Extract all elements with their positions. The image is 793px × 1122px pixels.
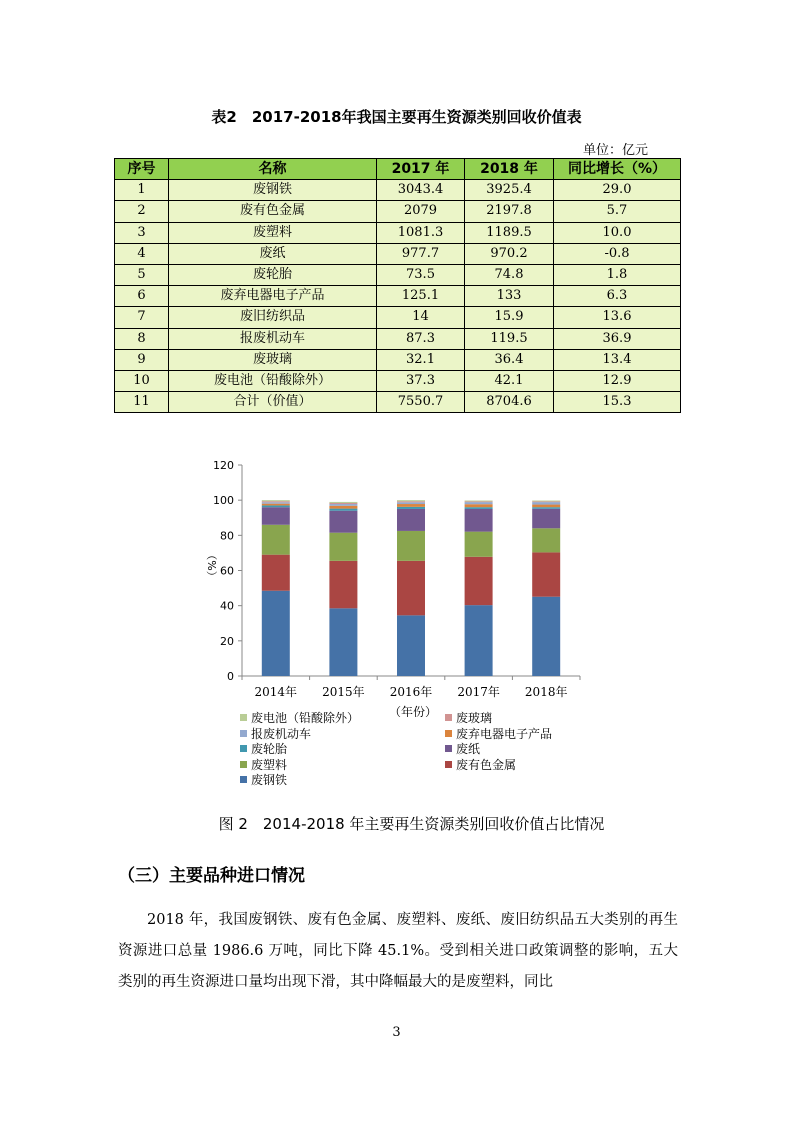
table-row [115,180,681,201]
bar-segment [397,504,425,507]
legend-item [240,727,311,742]
legend-item [445,727,552,742]
section-heading: （三）主要品种进口情况 [118,866,305,886]
bar-segment [532,528,560,552]
cell-2017: 87.3 [377,328,465,349]
table-row [115,349,681,370]
page-number: 3 [392,1025,401,1040]
bar-segment [532,501,560,502]
cell-index: 3 [115,222,169,243]
x-tick-label: 2014年 [254,685,298,699]
cell-yoy: -0.8 [554,243,681,264]
y-axis-label: （%） [205,549,218,582]
legend-item [445,711,492,726]
legend-item [240,742,287,757]
legend-label: 废轮胎 [251,742,288,756]
cell-index: 7 [115,307,169,328]
bar-segment [262,501,290,502]
cell-yoy: 15.3 [554,392,681,413]
bar-segment [465,532,493,557]
cell-name: 废塑料 [169,222,377,243]
bar-segment [329,608,357,676]
bar-segment [465,605,493,676]
legend-swatch [445,745,452,752]
cell-2017: 2079 [377,201,465,222]
bar-segment [465,504,493,507]
table-row [115,264,681,285]
bar-segment [262,555,290,591]
cell-2017: 37.3 [377,370,465,391]
legend-label: 废弃电器电子产品 [456,726,553,741]
cell-index: 1 [115,180,169,201]
bar-segment [262,500,290,501]
bar-segment [532,597,560,676]
bar-segment [262,507,290,525]
legend-label: 废纸 [456,742,481,756]
table-row [115,286,681,307]
bar-segment [532,502,560,504]
legend-swatch [445,761,452,768]
bar-segment [532,552,560,596]
cell-2018: 2197.8 [465,201,554,222]
cell-yoy: 36.9 [554,328,681,349]
bar-segment [262,525,290,555]
cell-name: 废有色金属 [169,201,377,222]
bar-segment [465,557,493,605]
cell-yoy: 10.0 [554,222,681,243]
y-tick-label: 80 [220,529,234,543]
legend-label: 报废机动车 [251,726,312,741]
cell-2018: 133 [465,286,554,307]
x-tick-label: 2016年 [389,685,433,699]
bar-segment [329,504,357,506]
cell-2018: 8704.6 [465,392,554,413]
table-row [115,222,681,243]
cell-name: 报废机动车 [169,328,377,349]
cell-index: 11 [115,392,169,413]
cell-name: 废电池（铅酸除外） [169,370,377,391]
cell-2018: 15.9 [465,307,554,328]
y-tick-label: 120 [213,459,234,472]
cell-yoy: 6.3 [554,286,681,307]
table-row [115,328,681,349]
recycling-value-table [114,158,681,413]
cell-2018: 1189.5 [465,222,554,243]
cell-name: 废纸 [169,243,377,264]
legend-item [240,711,359,726]
cell-2018: 3925.4 [465,180,554,201]
cell-yoy: 13.6 [554,307,681,328]
cell-index: 2 [115,201,169,222]
legend-label: 废电池（铅酸除外） [251,711,360,725]
y-tick-label: 60 [220,564,234,578]
table-row [115,307,681,328]
cell-yoy: 13.4 [554,349,681,370]
cell-2017: 32.1 [377,349,465,370]
cell-name: 废钢铁 [169,180,377,201]
legend-label: 废有色金属 [456,757,517,772]
bar-segment [329,506,357,509]
bar-segment [465,502,493,504]
y-tick-label: 20 [220,634,234,648]
cell-2017: 125.1 [377,286,465,307]
legend-swatch [445,730,452,737]
cell-name: 废弃电器电子产品 [169,286,377,307]
header-name: 名称 [169,159,377,180]
bar-segment [397,507,425,509]
cell-2017: 3043.4 [377,180,465,201]
bar-segment [397,501,425,502]
cell-2018: 970.2 [465,243,554,264]
legend-swatch [240,730,247,737]
x-tick-label: 2017年 [457,685,500,699]
legend-swatch [240,714,247,721]
recycling-share-chart [200,455,590,717]
header-2017: 2017 年 [377,159,465,180]
cell-2018: 74.8 [465,264,554,285]
legend-label: 废玻璃 [456,711,493,725]
header-yoy: 同比增长（%） [554,159,681,180]
table-body [115,180,681,413]
cell-index: 10 [115,370,169,391]
unit-label: 单位：亿元 [583,143,649,158]
bar-segment [397,500,425,501]
table-row [115,370,681,391]
cell-name: 合计（价值） [169,392,377,413]
cell-name: 废玻璃 [169,349,377,370]
bar-segment [465,501,493,502]
header-index: 序号 [115,159,169,180]
legend-swatch [240,761,247,768]
bar-segment [465,501,493,502]
y-tick-label: 40 [220,599,234,613]
header-2018: 2018 年 [465,159,554,180]
cell-2017: 977.7 [377,243,465,264]
cell-yoy: 1.8 [554,264,681,285]
cell-index: 5 [115,264,169,285]
body-paragraph: 2018 年，我国废钢铁、废有色金属、废塑料、废纸、废旧纺织品五大类别的再生资源进口总量 1986.6 万吨，同比下降 45.1%。受到相关进口政策调整的影响，五大类别的再生资源进口量均出现下滑，其中降幅最大的是废塑料，同比 [118,912,678,990]
y-tick-label: 0 [227,670,234,683]
cell-name: 废旧纺织品 [169,307,377,328]
bar-segment [397,531,425,561]
table-row [115,392,681,413]
bar-segment [329,502,357,503]
legend-item [445,758,516,773]
cell-yoy: 29.0 [554,180,681,201]
legend-label: 废钢铁 [251,773,288,787]
bar-segment [262,591,290,676]
bar-segment [397,615,425,676]
bar-segment [329,561,357,608]
cell-index: 6 [115,286,169,307]
cell-yoy: 5.7 [554,201,681,222]
legend-swatch [240,776,247,783]
bar-segment [532,501,560,502]
bar-segment [329,511,357,533]
bar-segment [262,505,290,507]
legend-item [445,742,480,757]
bar-segment [465,509,493,532]
cell-2018: 119.5 [465,328,554,349]
cell-index: 8 [115,328,169,349]
legend-item [240,758,287,773]
bar-segment [329,533,357,561]
table-row [115,243,681,264]
legend-swatch [445,714,452,721]
bar-segment [329,509,357,511]
bar-segment [532,507,560,509]
cell-2017: 7550.7 [377,392,465,413]
legend-item [240,773,287,788]
bar-segment [329,503,357,504]
bar-segment [397,509,425,531]
cell-2017: 73.5 [377,264,465,285]
cell-index: 4 [115,243,169,264]
bar-segment [262,502,290,503]
bar-segment [532,509,560,529]
cell-2017: 14 [377,307,465,328]
legend-swatch [240,745,247,752]
cell-index: 9 [115,349,169,370]
legend-label: 废塑料 [251,757,288,772]
table-title: 表2 2017-2018年我国主要再生资源类别回收价值表 [211,108,582,126]
y-tick-label: 100 [213,494,234,508]
bar-segment [262,504,290,506]
bar-segment [465,507,493,509]
cell-2017: 1081.3 [377,222,465,243]
cell-name: 废轮胎 [169,264,377,285]
figure-caption: 图 2 2014-2018 年主要再生资源类别回收价值占比情况 [218,815,605,833]
table-row [115,201,681,222]
cell-2018: 42.1 [465,370,554,391]
bar-segment [532,505,560,508]
bar-segment [397,561,425,616]
x-tick-label: 2015年 [322,685,365,699]
x-axis-label: （年份） [388,705,438,717]
cell-2018: 36.4 [465,349,554,370]
cell-yoy: 12.9 [554,370,681,391]
table-header-row [115,159,681,180]
x-tick-label: 2018年 [524,685,568,699]
bar-segment [397,502,425,504]
